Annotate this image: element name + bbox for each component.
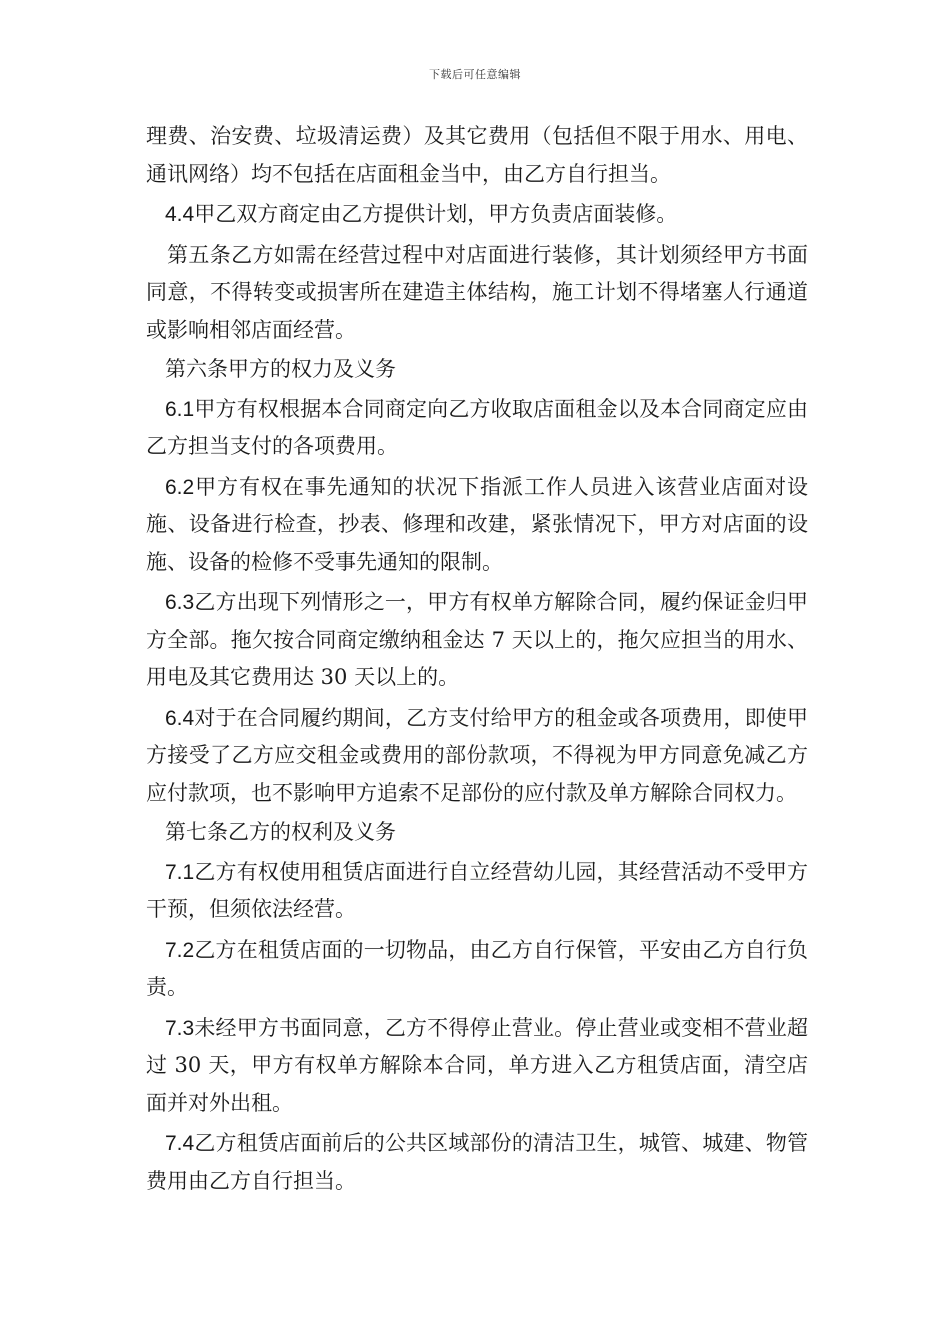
article-5 [146, 237, 808, 350]
clause-number: 6.1 [165, 397, 195, 421]
paragraph-7-4 [146, 1125, 808, 1200]
clause-number: 7.3 [165, 1016, 195, 1040]
paragraph-text: 对于在合同履约期间，乙方支付给甲方的租金或各项费用，即使甲方接受了乙方应交租金或费用的部份款项，不得视为甲方同意免减乙方应付款项，也不影响甲方追索不足部份的应付款及单方解除合同权力。 [146, 705, 808, 805]
paragraph-text: 第七条乙方的权利及义务 [165, 820, 396, 844]
article-7-heading [146, 814, 808, 852]
paragraph-text: 甲方有权根据本合同商定向乙方收取店面租金以及本合同商定应由乙方担当支付的各项费用。 [146, 396, 808, 458]
clause-number: 6.4 [165, 706, 195, 730]
paragraph-7-2 [146, 932, 808, 1007]
paragraph-6-1 [146, 391, 808, 466]
paragraph-text: 甲乙双方商定由乙方提供计划，甲方负责店面装修。 [194, 202, 678, 226]
clause-number: 7.1 [165, 860, 195, 884]
clause-number: 6.3 [165, 591, 195, 614]
paragraph-text: 第六条甲方的权力及义务 [165, 357, 396, 381]
paragraph-text: 乙方有权使用租赁店面进行自立经营幼儿园，其经营活动不受甲方干预，但须依法经营。 [146, 859, 808, 921]
paragraph-7-1 [146, 854, 808, 929]
clause-number: 7.2 [165, 938, 195, 962]
clause-number: 6.2 [165, 475, 195, 499]
paragraph-text: 未经甲方书面同意，乙方不得停止营业。停止营业或变相不营业超过 30 天，甲方有权单方解除本合同，单方进入乙方租赁店面，清空店面并对外出租。 [146, 1015, 808, 1115]
paragraph-text: 乙方租赁店面前后的公共区域部份的清洁卫生，城管、城建、物管费用由乙方自行担当。 [146, 1131, 808, 1193]
paragraph-text: 第五条乙方如需在经营过程中对店面进行装修，其计划须经甲方书面同意，不得转变或损害所在建造主体结构，施工计划不得堵塞人行通道或影响相邻店面经营。 [146, 242, 808, 342]
paragraph-text: 乙方出现下列情形之一，甲方有权单方解除合同，履约保证金归甲方全部。拖欠按合同商定缴纳租金达 7 天以上的，拖欠应担当的用水、用电及其它费用达 30 天以上的。 [146, 590, 808, 689]
paragraph-6-3 [146, 584, 808, 697]
paragraph-text: 理费、治安费、垃圾清运费）及其它费用（包括但不限于用水、用电、通讯网络）均不包括在店面租金当中，由乙方自行担当。 [146, 124, 808, 186]
clause-number: 7.4 [165, 1132, 195, 1155]
paragraph-4-4 [146, 196, 808, 234]
clause-number: 4.4 [165, 203, 195, 226]
document-body [146, 118, 808, 1200]
paragraph-text: 乙方在租赁店面的一切物品，由乙方自行保管，平安由乙方自行负责。 [146, 937, 808, 999]
paragraph-1 [146, 118, 808, 193]
paragraph-6-4 [146, 700, 808, 813]
paragraph-7-3 [146, 1010, 808, 1123]
article-6-heading [146, 351, 808, 389]
paragraph-text: 甲方有权在事先通知的状况下指派工作人员进入该营业店面对设施、设备进行检查，抄表、修理和改建，紧张情况下，甲方对店面的设施、设备的检修不受事先通知的限制。 [146, 474, 808, 574]
paragraph-6-2 [146, 469, 808, 582]
page-header: 下载后可任意编辑 [429, 68, 521, 81]
